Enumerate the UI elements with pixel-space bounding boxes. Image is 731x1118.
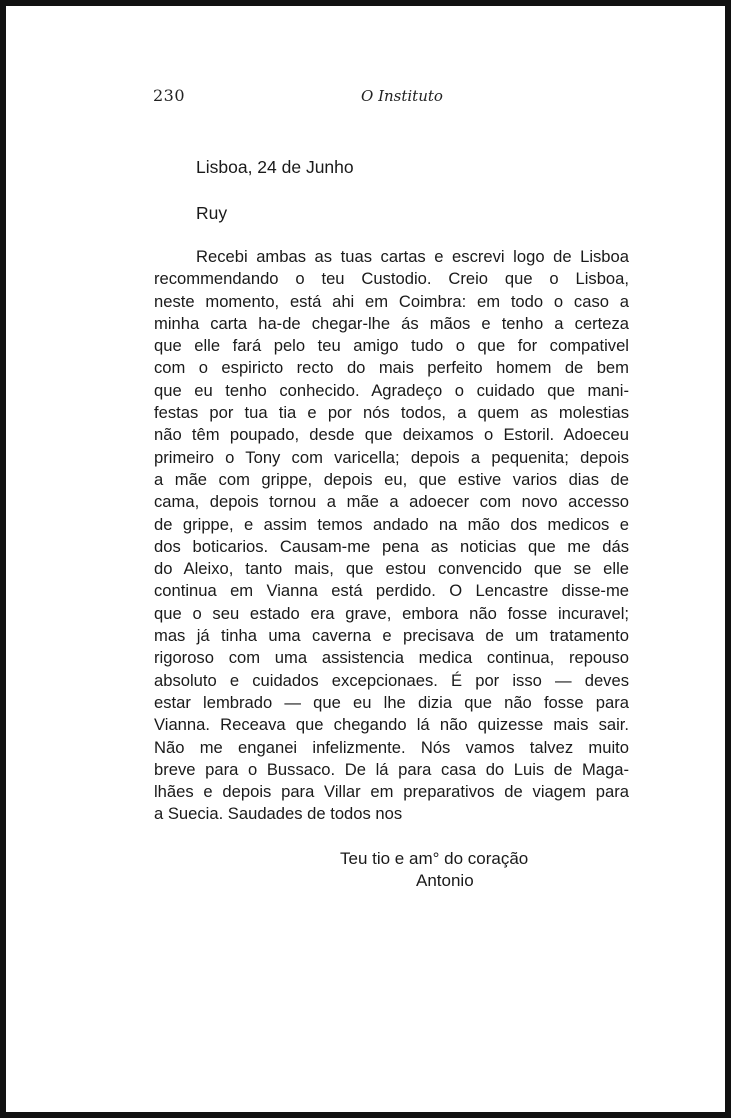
body-line: cama, depois tornou a mãe a adoecer com novo accesso	[154, 492, 629, 512]
page-header	[6, 86, 725, 110]
body-line: que elle fará pelo teu amigo tudo o que for compativel	[154, 336, 629, 356]
body-line: a mãe com grippe, depois eu, que estive varios dias de	[154, 469, 629, 489]
letter	[154, 156, 629, 892]
body-line: mas já tinha uma caverna e precisava de um tratamento	[154, 626, 629, 646]
body-line: de grippe, e assim temos andado na mão dos medicos e	[154, 514, 629, 534]
page-number: 230	[153, 86, 186, 105]
body-line: rigoroso com uma assistencia medica continua, repouso	[154, 648, 629, 668]
body-line: a Suecia. Saudades de todos nos	[154, 804, 403, 824]
body-line: dos boticarios. Causam-me pena as noticias que me dás	[154, 536, 629, 556]
body-line: do Aleixo, tanto mais, que estou convencido que se elle	[154, 559, 629, 579]
body-line: Vianna. Receava que chegando lá não quizesse mais sair.	[154, 715, 629, 735]
body-line: Recebi ambas as tuas cartas e escrevi logo de Lisboa	[196, 247, 629, 266]
body-line: recommendando o teu Custodio. Creio que o Lisboa,	[154, 269, 629, 289]
letter-closing: Teu tio e am° do coração	[340, 848, 529, 868]
body-line: estar lembrado — que eu lhe dizia que não fosse para	[154, 692, 629, 712]
letter-closing-block	[154, 848, 629, 892]
running-title: O Instituto	[361, 87, 443, 105]
body-line: continua em Vianna está perdido. O Lencastre disse-me	[154, 581, 629, 601]
body-line: breve para o Bussaco. De lá para casa do Luis de Maga-	[154, 759, 629, 779]
body-line: festas por tua tia e por nós todos, a quem as molestias	[154, 403, 629, 423]
letter-dateline: Lisboa, 24 de Junho	[196, 157, 354, 177]
letter-salutation: Ruy	[196, 203, 228, 223]
body-line: não têm poupado, desde que deixamos o Estoril. Adoeceu	[154, 425, 629, 445]
body-line: que eu tenho conhecido. Agradeço o cuidado que mani-	[154, 380, 629, 400]
body-line: neste momento, está ahi em Coimbra: em todo o caso a	[154, 291, 629, 311]
body-line: lhães e depois para Villar em preparativos de viagem para	[154, 782, 629, 802]
body-line: com o espiricto recto do mais perfeito homem de bem	[154, 358, 629, 378]
letter-body	[154, 246, 629, 826]
body-line: que o seu estado era grave, embora não fosse incuravel;	[154, 603, 629, 623]
letter-signature: Antonio	[416, 870, 474, 890]
body-line: Não me enganei infelizmente. Nós vamos talvez muito	[154, 737, 629, 757]
body-line: minha carta ha-de chegar-lhe ás mãos e tenho a certeza	[154, 313, 629, 333]
body-line: absoluto e cuidados excepcionaes. É por isso — deves	[154, 670, 629, 690]
body-line: primeiro o Tony com varicella; depois a pequenita; depois	[154, 447, 629, 467]
